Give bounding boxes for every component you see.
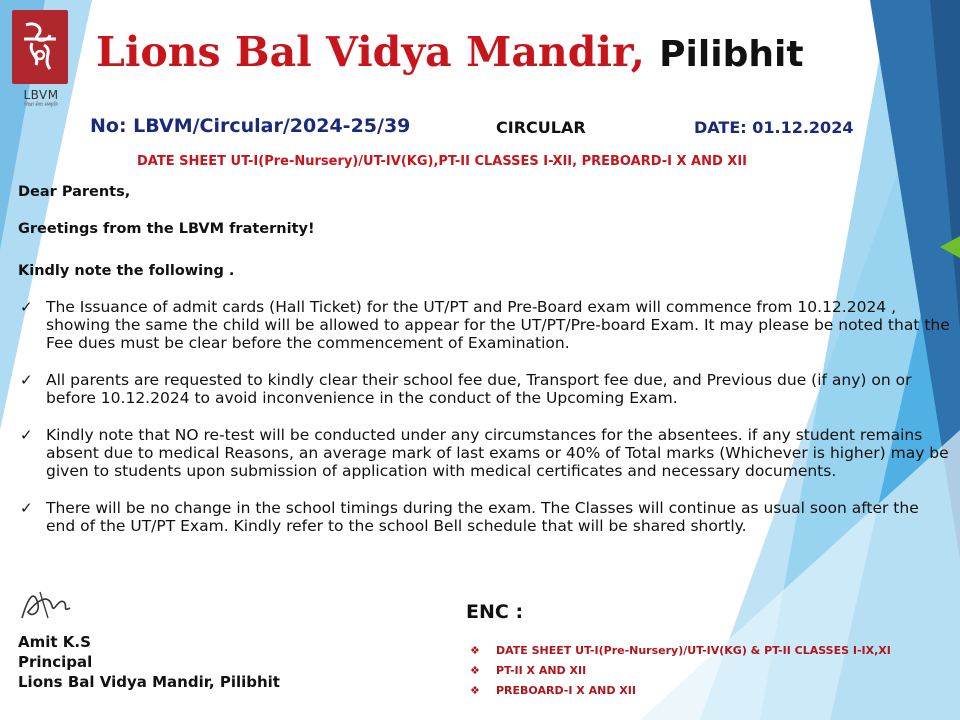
- school-title: [96, 28, 804, 76]
- notice-point-text: The Issuance of admit cards (Hall Ticket) for the UT/PT and Pre-Board exam will commence from 10.12.2024 , showing the same the child will be allowed to appear for the UT/PT/Pre-board Exam. It may please be noted that the Fee dues must be clear before the commencement of Examination.: [46, 298, 950, 352]
- school-name: Lions Bal Vidya Mandir,: [96, 28, 645, 76]
- signatory-block: [18, 632, 280, 692]
- enclosure-item: [468, 681, 891, 701]
- diamond-bullet-icon: ❖: [470, 664, 480, 677]
- circular-date: DATE: 01.12.2024: [694, 118, 854, 137]
- notice-point: [20, 426, 950, 480]
- notice-point-text: All parents are requested to kindly clear their school fee due, Transport fee due, and Previous due (if any) on or before 10.12.2024 to avoid inconvenience in the conduct of the Upcoming Exam.: [46, 371, 912, 407]
- signatory-organization: Lions Bal Vidya Mandir, Pilibhit: [18, 673, 280, 691]
- school-city: Pilibhit: [659, 34, 804, 75]
- notice-point-text: Kindly note that NO re-test will be conducted under any circumstances for the absentees. if any student remains absent due to medical Reasons, an average mark of last exams or 40% of Total marks (Whichever is higher) may be given to students upon submission of application with medical certificates and necessary documents.: [46, 426, 949, 480]
- circular-subject: DATE SHEET UT-I(Pre-Nursery)/UT-IV(KG),PT-II CLASSES I-XII, PREBOARD-I X AND XII: [137, 154, 748, 169]
- school-logo: [12, 10, 70, 110]
- circular-label: CIRCULAR: [496, 118, 586, 137]
- logo-emblem: [12, 10, 68, 84]
- signatory-name: Amit K.S: [18, 633, 91, 651]
- signatory-designation: Principal: [18, 653, 93, 671]
- greeting: Greetings from the LBVM fraternity!: [18, 221, 315, 237]
- enclosure-item-text: PT-II X AND XII: [496, 664, 587, 677]
- diamond-bullet-icon: ❖: [470, 684, 480, 697]
- notice-point: [20, 371, 950, 407]
- salutation: Dear Parents,: [18, 184, 131, 200]
- enclosure-item: [468, 641, 891, 661]
- logo-tagline: शिक्षा सेवा संस्कृति: [24, 102, 58, 108]
- logo-mark-icon: [18, 17, 62, 77]
- check-icon: ✓: [20, 298, 33, 316]
- principal-signature: [18, 578, 78, 628]
- enclosures-title: ENC :: [466, 601, 524, 623]
- notice-point: [20, 499, 950, 535]
- enclosure-item: [468, 661, 891, 681]
- enclosure-item-text: PREBOARD-I X AND XII: [496, 684, 636, 697]
- check-icon: ✓: [20, 426, 33, 444]
- intro-line: Kindly note the following .: [18, 263, 235, 279]
- notice-points: [20, 298, 950, 554]
- enclosure-item-text: DATE SHEET UT-I(Pre-Nursery)/UT-IV(KG) & PT-II CLASSES I-IX,XI: [496, 644, 891, 657]
- diamond-bullet-icon: ❖: [470, 644, 480, 657]
- notice-point: [20, 298, 950, 352]
- logo-abbreviation: LBVM: [23, 88, 59, 102]
- notice-point-text: There will be no change in the school timings during the exam. The Classes will continue as usual soon after the end of the UT/PT Exam. Kindly refer to the school Bell schedule that will be shared shortly.: [46, 499, 919, 535]
- circular-number: No: LBVM/Circular/2024-25/39: [90, 115, 411, 137]
- check-icon: ✓: [20, 371, 33, 389]
- check-icon: ✓: [20, 499, 33, 517]
- enclosures-list: [468, 641, 891, 701]
